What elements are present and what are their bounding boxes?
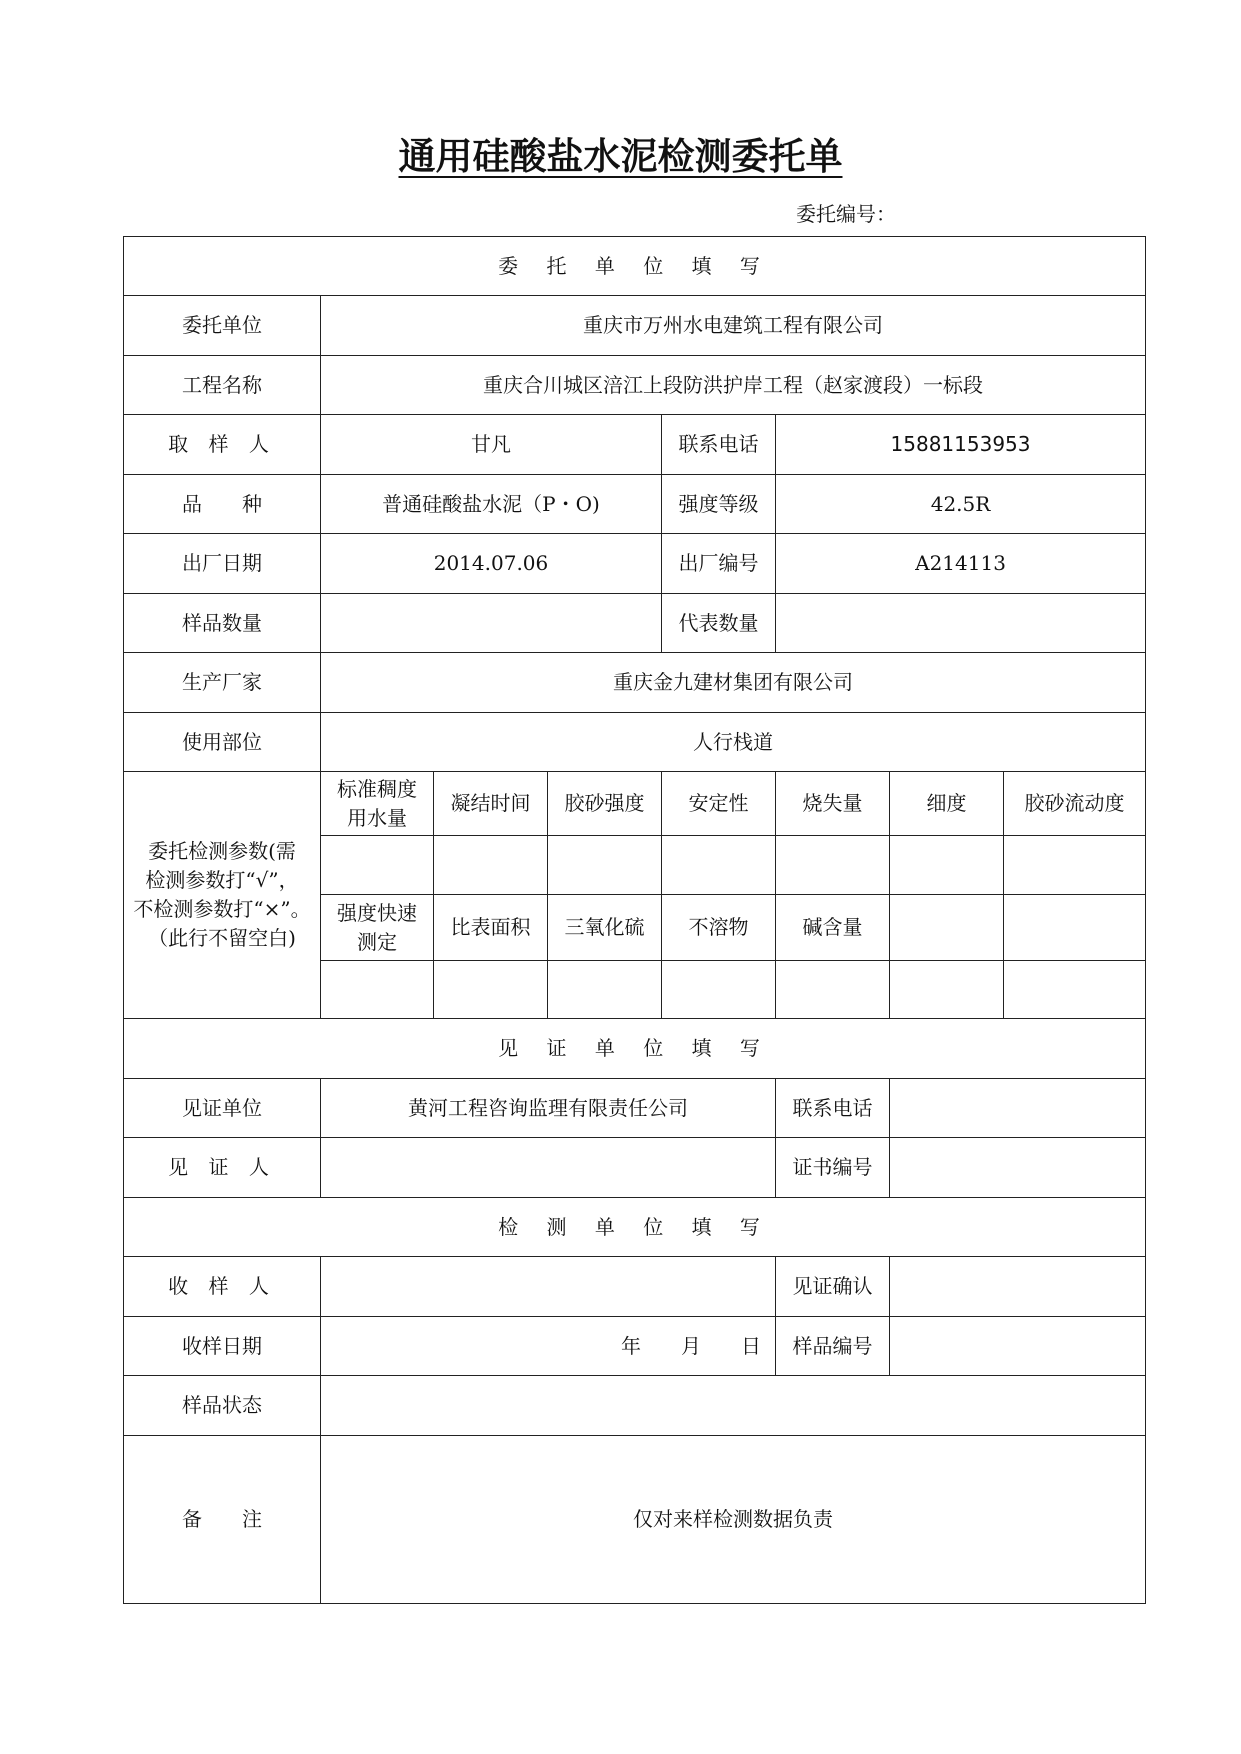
witness-person-label: 见 证 人 [124, 1138, 321, 1198]
param-check-cell[interactable] [776, 836, 890, 895]
param-name-cell: 烧失量 [776, 772, 890, 836]
entrust-number-label: 委托编号： [796, 202, 896, 226]
sample-quantity-label: 样品数量 [124, 594, 321, 653]
section-header-client: 委 托 单 位 填 写 [124, 237, 1146, 296]
param-name-cell: 凝结时间 [434, 772, 548, 836]
sampler-label: 取 样 人 [124, 415, 321, 475]
param-check-cell[interactable] [1004, 836, 1146, 895]
sampler-value[interactable]: 甘凡 [321, 415, 662, 475]
strength-grade-value[interactable]: 42.5R [776, 475, 1146, 534]
sample-number-label: 样品编号 [776, 1317, 890, 1376]
param-name-cell: 安定性 [662, 772, 776, 836]
factory-number-label: 出厂编号 [662, 534, 776, 594]
witness-confirm-value[interactable] [890, 1257, 1146, 1317]
param-name: 用水量 [347, 805, 407, 830]
param-check-cell[interactable] [890, 836, 1004, 895]
param-name-cell: 细度 [890, 772, 1004, 836]
param-name-cell: 胶砂强度 [548, 772, 662, 836]
param-name: 强度快速 [337, 900, 417, 925]
usage-location-label: 使用部位 [124, 713, 321, 772]
remark-label: 备 注 [124, 1436, 321, 1604]
receiver-value[interactable] [321, 1257, 776, 1317]
page-title: 通用硅酸盐水泥检测委托单 [398, 134, 843, 178]
variety-label: 品 种 [124, 475, 321, 534]
represent-quantity-label: 代表数量 [662, 594, 776, 653]
factory-date-value[interactable]: 2014.07.06 [321, 534, 662, 594]
param-check-cell[interactable] [890, 961, 1004, 1019]
receiver-label: 收 样 人 [124, 1257, 321, 1317]
param-name-cell: 三氧化硫 [548, 895, 662, 961]
remark-value[interactable]: 仅对来样检测数据负责 [321, 1436, 1146, 1604]
usage-location-value[interactable]: 人行栈道 [321, 713, 1146, 772]
param-check-cell[interactable] [434, 836, 548, 895]
certificate-number-label: 证书编号 [776, 1138, 890, 1198]
test-params-label-line: 不检测参数打“×”。 [133, 897, 311, 921]
param-check-cell[interactable] [1004, 961, 1146, 1019]
client-unit-value[interactable]: 重庆市万州水电建筑工程有限公司 [321, 296, 1146, 356]
param-name-cell [890, 895, 1004, 961]
manufacturer-value[interactable]: 重庆金九建材集团有限公司 [321, 653, 1146, 713]
test-params-label-line: （此行不留空白) [148, 926, 296, 950]
date-year-label: 年 [621, 1333, 641, 1358]
witness-person-value[interactable] [321, 1138, 776, 1198]
represent-quantity-value[interactable] [776, 594, 1146, 653]
project-name-value[interactable]: 重庆合川城区涪江上段防洪护岸工程（赵家渡段）一标段 [321, 356, 1146, 415]
param-name-cell: 比表面积 [434, 895, 548, 961]
param-name-cell: 碱含量 [776, 895, 890, 961]
date-month-label: 月 [681, 1333, 701, 1358]
sample-state-label: 样品状态 [124, 1376, 321, 1436]
client-unit-label: 委托单位 [124, 296, 321, 356]
date-day-label: 日 [741, 1333, 761, 1358]
test-params-label-line: 检测参数打“√”， [145, 868, 299, 892]
test-params-label-line: 委托检测参数(需 [148, 839, 296, 863]
section-header-witness: 见 证 单 位 填 写 [124, 1019, 1146, 1079]
param-name-cell [321, 895, 434, 961]
param-check-cell[interactable] [321, 836, 434, 895]
receive-date-label: 收样日期 [124, 1317, 321, 1376]
sample-number-value[interactable] [890, 1317, 1146, 1376]
client-phone-value[interactable]: 15881153953 [776, 415, 1146, 475]
witness-phone-label: 联系电话 [776, 1079, 890, 1138]
param-check-cell[interactable] [776, 961, 890, 1019]
witness-phone-value[interactable] [890, 1079, 1146, 1138]
entrust-form-table [123, 236, 1146, 1604]
witness-confirm-label: 见证确认 [776, 1257, 890, 1317]
variety-value[interactable]: 普通硅酸盐水泥（P・O) [321, 475, 662, 534]
manufacturer-label: 生产厂家 [124, 653, 321, 713]
section-header-testing: 检 测 单 位 填 写 [124, 1198, 1146, 1257]
param-check-cell[interactable] [548, 961, 662, 1019]
param-name-cell [321, 772, 434, 836]
sample-state-value[interactable] [321, 1376, 1146, 1436]
param-check-cell[interactable] [662, 836, 776, 895]
sample-quantity-value[interactable] [321, 594, 662, 653]
receive-date-value[interactable] [321, 1317, 776, 1376]
test-params-label [124, 772, 321, 1019]
param-check-cell[interactable] [662, 961, 776, 1019]
param-check-cell[interactable] [434, 961, 548, 1019]
param-check-cell[interactable] [321, 961, 434, 1019]
witness-unit-value[interactable]: 黄河工程咨询监理有限责任公司 [321, 1079, 776, 1138]
strength-grade-label: 强度等级 [662, 475, 776, 534]
project-name-label: 工程名称 [124, 356, 321, 415]
certificate-number-value[interactable] [890, 1138, 1146, 1198]
param-name-cell: 胶砂流动度 [1004, 772, 1146, 836]
param-name-cell: 不溶物 [662, 895, 776, 961]
param-check-cell[interactable] [548, 836, 662, 895]
client-phone-label: 联系电话 [662, 415, 776, 475]
param-name: 标准稠度 [337, 776, 417, 801]
factory-number-value[interactable]: A214113 [776, 534, 1146, 594]
param-name: 测定 [357, 929, 397, 954]
factory-date-label: 出厂日期 [124, 534, 321, 594]
witness-unit-label: 见证单位 [124, 1079, 321, 1138]
param-name-cell [1004, 895, 1146, 961]
